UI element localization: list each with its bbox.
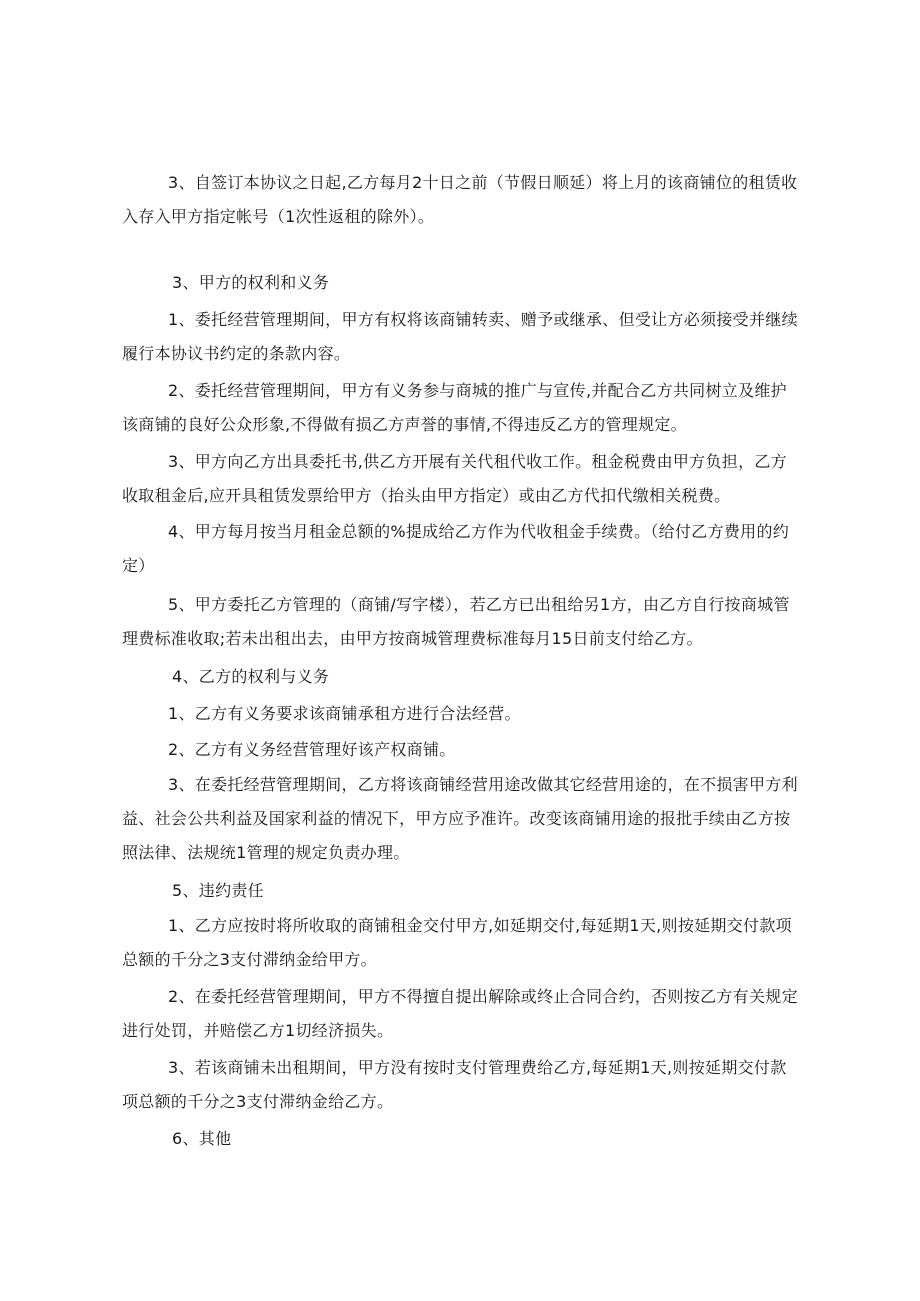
paragraph-payment-deposit: 3、自签订本协议之日起,乙方每月2十日之前（节假日顺延）将上月的该商铺位的租赁收入存入甲方指定帐号（1次性返租的除外）。	[122, 173, 798, 226]
paragraph-party-a-commission: 4、甲方每月按当月租金总额的%提成给乙方作为代收租金手续费。（给付乙方费用的约定）	[122, 522, 790, 575]
paragraph-party-a-management-fee: 5、甲方委托乙方管理的（商铺/写字楼），若乙方已出租给另1方，由乙方自行按商城管理费标准收取;若未出租出去，由甲方按商城管理费标准每月15日前支付给乙方。	[122, 595, 790, 648]
paragraph-breach-termination: 2、在委托经营管理期间，甲方不得擅自提出解除或终止合同合约，否则按乙方有关规定进行处罚，并赔偿乙方1切经济损失。	[122, 987, 798, 1040]
paragraph-breach-late-rent: 1、乙方应按时将所收取的商铺租金交付甲方,如延期交付,每延期1天,则按延期交付款项总额的千分之3支付滞纳金给甲方。	[122, 916, 792, 969]
paragraph-party-a-authorization: 3、甲方向乙方出具委托书,供乙方开展有关代租代收工作。租金税费由甲方负担，乙方收取租金后,应开具租赁发票给甲方（抬头由甲方指定）或由乙方代扣代缴相关税费。	[122, 452, 787, 505]
section-heading-other: 6、其他	[172, 1129, 232, 1148]
paragraph-party-b-lawful-operation: 1、乙方有义务要求该商铺承租方进行合法经营。	[168, 704, 521, 723]
paragraph-party-a-promotion: 2、委托经营管理期间，甲方有义务参与商城的推广与宣传,并配合乙方共同树立及维护该商铺的良好公众形象,不得做有损乙方声誉的事情,不得违反乙方的管理规定。	[122, 381, 787, 434]
paragraph-party-b-change-use: 3、在委托经营管理期间，乙方将该商铺经营用途改做其它经营用途的，在不损害甲方利益、社会公共利益及国家利益的情况下，甲方应予准许。改变该商铺用途的报批手续由乙方按照法律、法规统1管理的规定负责办理。	[122, 775, 798, 862]
section-heading-party-a-rights: 3、甲方的权利和义务	[172, 273, 330, 292]
paragraph-party-b-manage-shop: 2、乙方有义务经营管理好该产权商铺。	[168, 740, 456, 759]
section-heading-breach-liability: 5、违约责任	[172, 881, 264, 900]
paragraph-breach-late-management-fee: 3、若该商铺未出租期间，甲方没有按时支付管理费给乙方,每延期1天,则按延期交付款项总额的千分之3支付滞纳金给乙方。	[122, 1058, 787, 1111]
paragraph-party-a-transfer: 1、委托经营管理期间，甲方有权将该商铺转卖、赠予或继承、但受让方必须接受并继续履行本协议书约定的条款内容。	[122, 310, 798, 363]
section-heading-party-b-rights: 4、乙方的权利与义务	[172, 667, 330, 686]
